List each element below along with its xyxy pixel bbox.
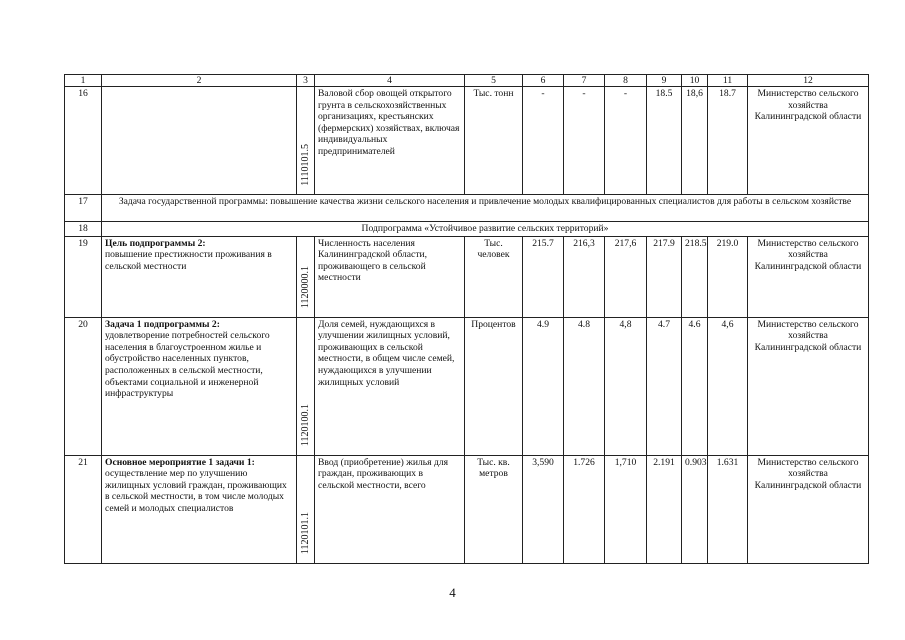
subprogram-title: Подпрограмма «Устойчивое развитие сельских территорий»	[102, 222, 869, 237]
responsible-executor: Министерство сельского хозяйства Калининградской области	[748, 455, 869, 563]
indicator-name: Численность населения Калининградской области, проживающего в сельской местности	[315, 236, 465, 317]
code-cell	[297, 455, 315, 563]
value-cell: 217.9	[647, 236, 682, 317]
header-cell: 2	[102, 75, 297, 87]
table-row	[65, 195, 869, 222]
value-cell: 4,8	[605, 317, 647, 455]
value-cell: 215.7	[523, 236, 564, 317]
indicator-code: 1120101.1	[299, 512, 311, 555]
header-cell: 9	[647, 75, 682, 87]
value-cell: 1.726	[564, 455, 605, 563]
activity-title: Основное мероприятие 1 задачи 1:	[105, 456, 255, 468]
table-row	[65, 455, 869, 563]
table-row	[65, 222, 869, 237]
value-cell: 1,710	[605, 455, 647, 563]
unit: Процентов	[465, 317, 523, 455]
goal-text: повышение престижности проживания в сельской местности	[105, 249, 272, 272]
value-cell: 4.7	[647, 317, 682, 455]
responsible-executor: Министерство сельского хозяйства Калининградской области	[748, 236, 869, 317]
row-number: 20	[65, 317, 102, 455]
header-cell: 8	[605, 75, 647, 87]
value-cell: 4.8	[564, 317, 605, 455]
table-row	[65, 317, 869, 455]
value-cell: 4,6	[708, 317, 748, 455]
value-cell: 0.903	[682, 455, 708, 563]
code-cell	[297, 317, 315, 455]
value-cell: 18.7	[708, 87, 748, 195]
indicator-name: Ввод (приобретение) жилья для граждан, проживающих в сельской местности, всего	[315, 455, 465, 563]
value-cell: 18.5	[647, 87, 682, 195]
unit: Тыс. кв. метров	[465, 455, 523, 563]
row-number: 16	[65, 87, 102, 195]
header-cell: 6	[523, 75, 564, 87]
header-cell: 11	[708, 75, 748, 87]
table-row	[65, 236, 869, 317]
value-cell: 4.6	[682, 317, 708, 455]
value-cell: -	[523, 87, 564, 195]
code-cell	[297, 236, 315, 317]
value-cell: 18,6	[682, 87, 708, 195]
indicators-table	[64, 74, 869, 564]
row-number: 21	[65, 455, 102, 563]
header-cell: 4	[315, 75, 465, 87]
responsible-executor: Министерство сельского хозяйства Калининградской области	[748, 317, 869, 455]
goal-cell	[102, 87, 297, 195]
responsible-executor: Министерство сельского хозяйства Калининградской области	[748, 87, 869, 195]
goal-title: Цель подпрограммы 2:	[105, 237, 206, 249]
value-cell: -	[605, 87, 647, 195]
row-number: 18	[65, 222, 102, 237]
task-title: Задача 1 подпрограммы 2:	[105, 318, 220, 330]
goal-cell	[102, 455, 297, 563]
table-row	[65, 87, 869, 195]
goal-cell	[102, 317, 297, 455]
header-cell: 1	[65, 75, 102, 87]
page-number: 4	[449, 585, 456, 600]
indicator-code: 1120100.1	[299, 404, 311, 447]
value-cell: 216,3	[564, 236, 605, 317]
task-text: удовлетворение потребностей сельского населения в благоустроенном жилье и обустройство населенных пунктов, расположенных в сельской местности, объектами социальной и инженерной инфраструктуры	[105, 330, 270, 400]
header-cell: 10	[682, 75, 708, 87]
indicator-name: Доля семей, нуждающихся в улучшении жилищных условий, проживающих в сельской местности, в общем числе семей, нуждающихся в улучшении жилищных условий	[315, 317, 465, 455]
value-cell: 3,590	[523, 455, 564, 563]
value-cell: 4.9	[523, 317, 564, 455]
activity-text: осуществление мер по улучшению жилищных условий граждан, проживающих в сельской местности, в том числе молодых семей и молодых специалистов	[105, 468, 287, 514]
unit: Тыс. человек	[465, 236, 523, 317]
header-cell: 5	[465, 75, 523, 87]
code-cell	[297, 87, 315, 195]
header-row	[65, 75, 869, 87]
value-cell: 217,6	[605, 236, 647, 317]
indicator-code: 1110101.5	[299, 144, 311, 186]
header-cell: 12	[748, 75, 869, 87]
header-cell: 3	[297, 75, 315, 87]
header-cell: 7	[564, 75, 605, 87]
indicator-code: 1120000.1	[299, 266, 311, 309]
value-cell: 219.0	[708, 236, 748, 317]
value-cell: 2.191	[647, 455, 682, 563]
row-number: 17	[65, 195, 102, 222]
goal-cell	[102, 236, 297, 317]
indicator-name: Валовой сбор овощей открытого грунта в сельскохозяйственных организациях, крестьянских (фермерских) хозяйствах, включая индивидуальных предпринимателей	[315, 87, 465, 195]
row-number: 19	[65, 236, 102, 317]
value-cell: 218.5	[682, 236, 708, 317]
value-cell: -	[564, 87, 605, 195]
value-cell: 1.631	[708, 455, 748, 563]
program-task: Задача государственной программы: повышение качества жизни сельского населения и привлечение молодых квалифицированных специалистов для работы в сельском хозяйстве	[102, 195, 869, 222]
unit: Тыс. тонн	[465, 87, 523, 195]
